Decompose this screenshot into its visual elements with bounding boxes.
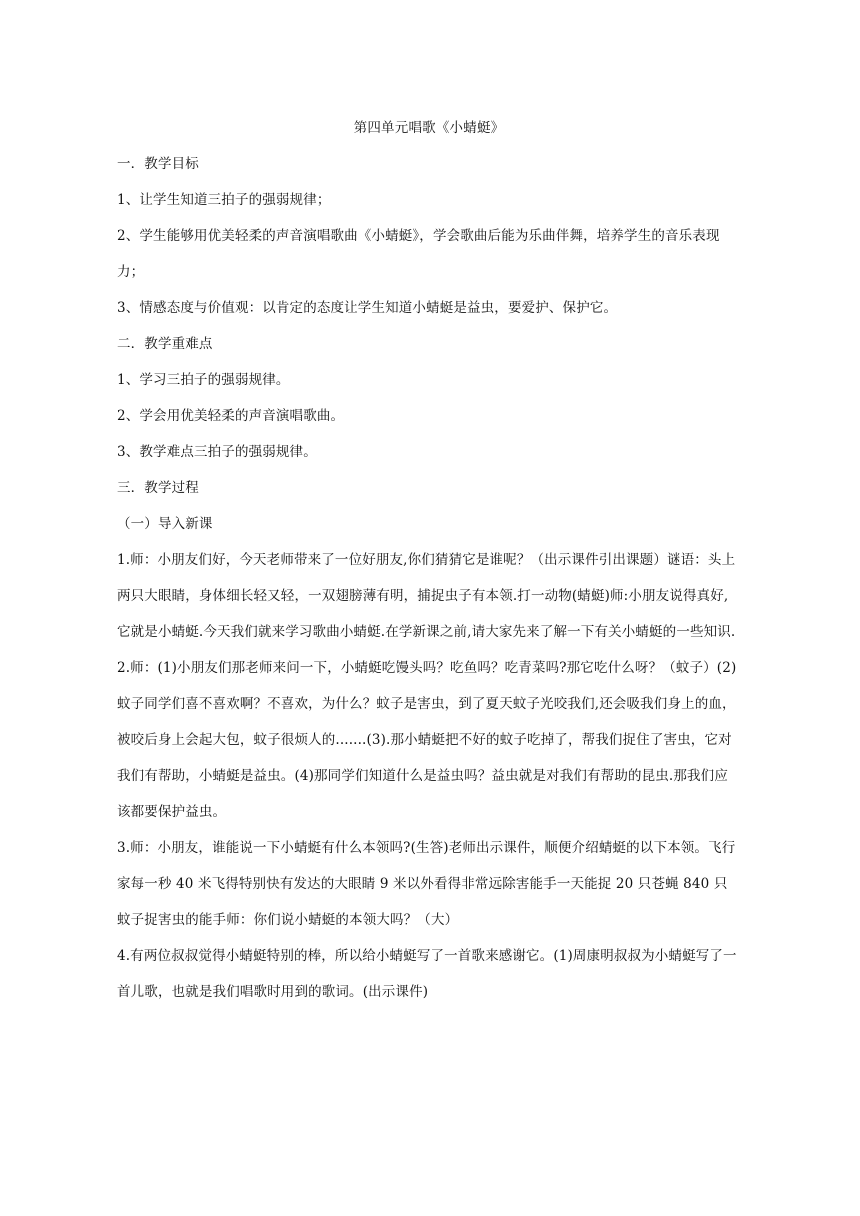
document-body — [117, 118, 741, 1018]
subsection-heading-intro: （一）导入新课 — [117, 516, 213, 532]
process-paragraph-4: 4.有两位叔叔觉得小蜻蜓特别的棒，所以给小蜻蜓写了一首歌来感谢它。(1)周康明叔叔为小蜻蜓写了一首儿歌，也就是我们唱歌时用到的歌词。(出示课件) — [117, 948, 737, 1000]
key-point-item-2: 2、学会用优美轻柔的声音演唱歌曲。 — [117, 408, 345, 424]
process-paragraph-2: 2.师：(1)小朋友们那老师来问一下，小蜻蜓吃馒头吗？吃鱼吗？吃青菜吗?那它吃什么呀？（蚊子）(2)蚊子同学们喜不喜欢啊？不喜欢，为什么？蚊子是害虫，到了夏天蚊子光咬我们,还会吸我们身上的血，被咬后身上会起大包，蚊子很烦人的.......(3).那小蜻蜓把不好的蚊子吃掉了，帮我们捉住了害虫，它对我们有帮助，小蜻蜓是益虫。(4)那同学们知道什么是益虫吗？益虫就是对我们有帮助的昆虫.那我们应该都要保护益虫。 — [117, 660, 737, 820]
objective-item-3: 3、情感态度与价值观：以肯定的态度让学生知道小蜻蜓是益虫，要爱护、保护它。 — [117, 300, 618, 316]
section-heading-key-points: 二．教学重难点 — [117, 336, 213, 352]
section-heading-objectives: 一．教学目标 — [117, 156, 199, 172]
section-heading-process: 三．教学过程 — [117, 480, 199, 496]
objective-item-2: 2、学生能够用优美轻柔的声音演唱歌曲《小蜻蜓》，学会歌曲后能为乐曲伴舞，培养学生的音乐表现力； — [117, 228, 720, 280]
process-paragraph-3: 3.师：小朋友，谁能说一下小蜻蜓有什么本领吗?(生答)老师出示课件，顺便介绍蜻蜓的以下本领。飞行家每一秒 40 米飞得特别快有发达的大眼睛 9 米以外看得非常远除害能手一天能捉 20 只苍蝇 840 只蚊子捉害虫的能手师：你们说小蜻蜓的本领大吗？（大） — [117, 840, 736, 928]
key-point-item-1: 1、学习三拍子的强弱规律。 — [117, 372, 290, 388]
key-point-item-3: 3、教学难点三拍子的强弱规律。 — [117, 444, 317, 460]
process-paragraph-1: 1.师：小朋友们好，今天老师带来了一位好朋友,你们猜猜它是谁呢？（出示课件引出课题）谜语：头上两只大眼睛，身体细长轻又轻，一双翅膀薄有明，捕捉虫子有本领.打一动物(蜻蜓)师:小朋友说得真好,它就是小蜻蜓.今天我们就来学习歌曲小蜻蜓.在学新课之前,请大家先来了解一下有关小蜻蜓的一些知识. — [117, 552, 736, 640]
page-title: 第四单元唱歌《小蜻蜓》 — [353, 120, 505, 136]
objective-item-1: 1、让学生知道三拍子的强弱规律； — [117, 192, 331, 208]
